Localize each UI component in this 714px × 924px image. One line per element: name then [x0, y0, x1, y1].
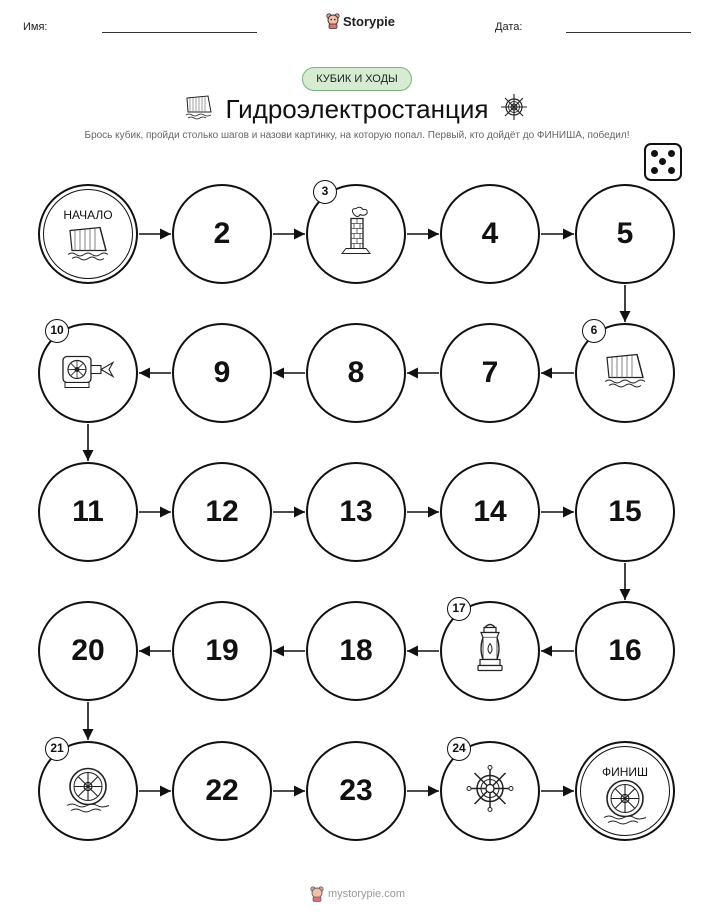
cell-number: 8	[347, 356, 365, 389]
board-cell	[575, 601, 675, 701]
name-label: Имя:	[23, 21, 48, 33]
board-cell	[306, 601, 406, 701]
board-cell	[575, 323, 675, 423]
cell-number-badge: 24	[447, 737, 471, 761]
cell-number: 12	[205, 495, 239, 528]
cell-number-badge: 17	[447, 597, 471, 621]
cell-number: 22	[205, 774, 239, 807]
board-cell	[172, 741, 272, 841]
start-label: НАЧАЛО	[63, 208, 113, 222]
board-cell	[575, 462, 675, 562]
cell-number: 7	[481, 356, 499, 389]
cell-number-badge: 10	[45, 319, 69, 343]
board-cell	[172, 323, 272, 423]
chimney-icon	[336, 207, 376, 262]
dam-icon	[603, 352, 647, 395]
cell-number: 18	[339, 634, 373, 667]
cell-number: 19	[205, 634, 239, 667]
cell-number: 14	[473, 495, 507, 528]
cell-number: 5	[616, 217, 634, 250]
footer	[310, 886, 405, 902]
board-cell	[440, 741, 540, 841]
board-cell	[38, 741, 138, 841]
board-cell	[172, 462, 272, 562]
cell-number: 16	[608, 634, 642, 667]
instructions: Брось кубик, пройди столько шагов и назови картинку, на которую попал. Первый, кто дойдёт до ФИНИША, победил!	[84, 130, 630, 141]
cell-number: 20	[71, 634, 105, 667]
waterwheel-icon	[63, 764, 113, 819]
cell-number: 11	[72, 495, 104, 528]
cell-number-badge: 6	[582, 319, 606, 343]
turbine-icon	[59, 351, 117, 396]
board-cell	[38, 323, 138, 423]
board-cell	[306, 323, 406, 423]
cell-number: 4	[481, 217, 499, 250]
bear-icon	[310, 886, 324, 902]
page-title: Гидроэлектростанция	[225, 94, 489, 124]
cell-number: 2	[213, 217, 231, 250]
finish-label: ФИНИШ	[601, 765, 649, 779]
footer-url: mystorypie.com	[328, 888, 406, 900]
cell-number: 13	[339, 495, 373, 528]
cell-number: 15	[608, 495, 642, 528]
board-cell	[440, 184, 540, 284]
board-cell	[575, 184, 675, 284]
waterwheel-icon	[600, 775, 650, 830]
helm-icon	[466, 765, 514, 818]
board-cell	[440, 462, 540, 562]
board-cell	[306, 462, 406, 562]
cell-number-badge: 21	[45, 737, 69, 761]
board-cell	[172, 601, 272, 701]
game-type-badge: КУБИК И ХОДЫ	[302, 67, 412, 91]
start-cell	[38, 184, 138, 284]
cell-number: 9	[213, 356, 231, 389]
finish-cell	[575, 741, 675, 841]
board-cell	[306, 184, 406, 284]
board-cell	[440, 601, 540, 701]
lantern-icon	[473, 622, 507, 681]
board-cell	[306, 741, 406, 841]
date-label: Дата:	[495, 21, 523, 33]
board-cell	[172, 184, 272, 284]
cell-number: 23	[339, 774, 373, 807]
dam-icon	[66, 224, 110, 267]
board-cell	[38, 601, 138, 701]
cell-number-badge: 3	[313, 180, 337, 204]
brand-name: Storypie	[343, 13, 396, 29]
board-cell	[38, 462, 138, 562]
board-cell	[440, 323, 540, 423]
